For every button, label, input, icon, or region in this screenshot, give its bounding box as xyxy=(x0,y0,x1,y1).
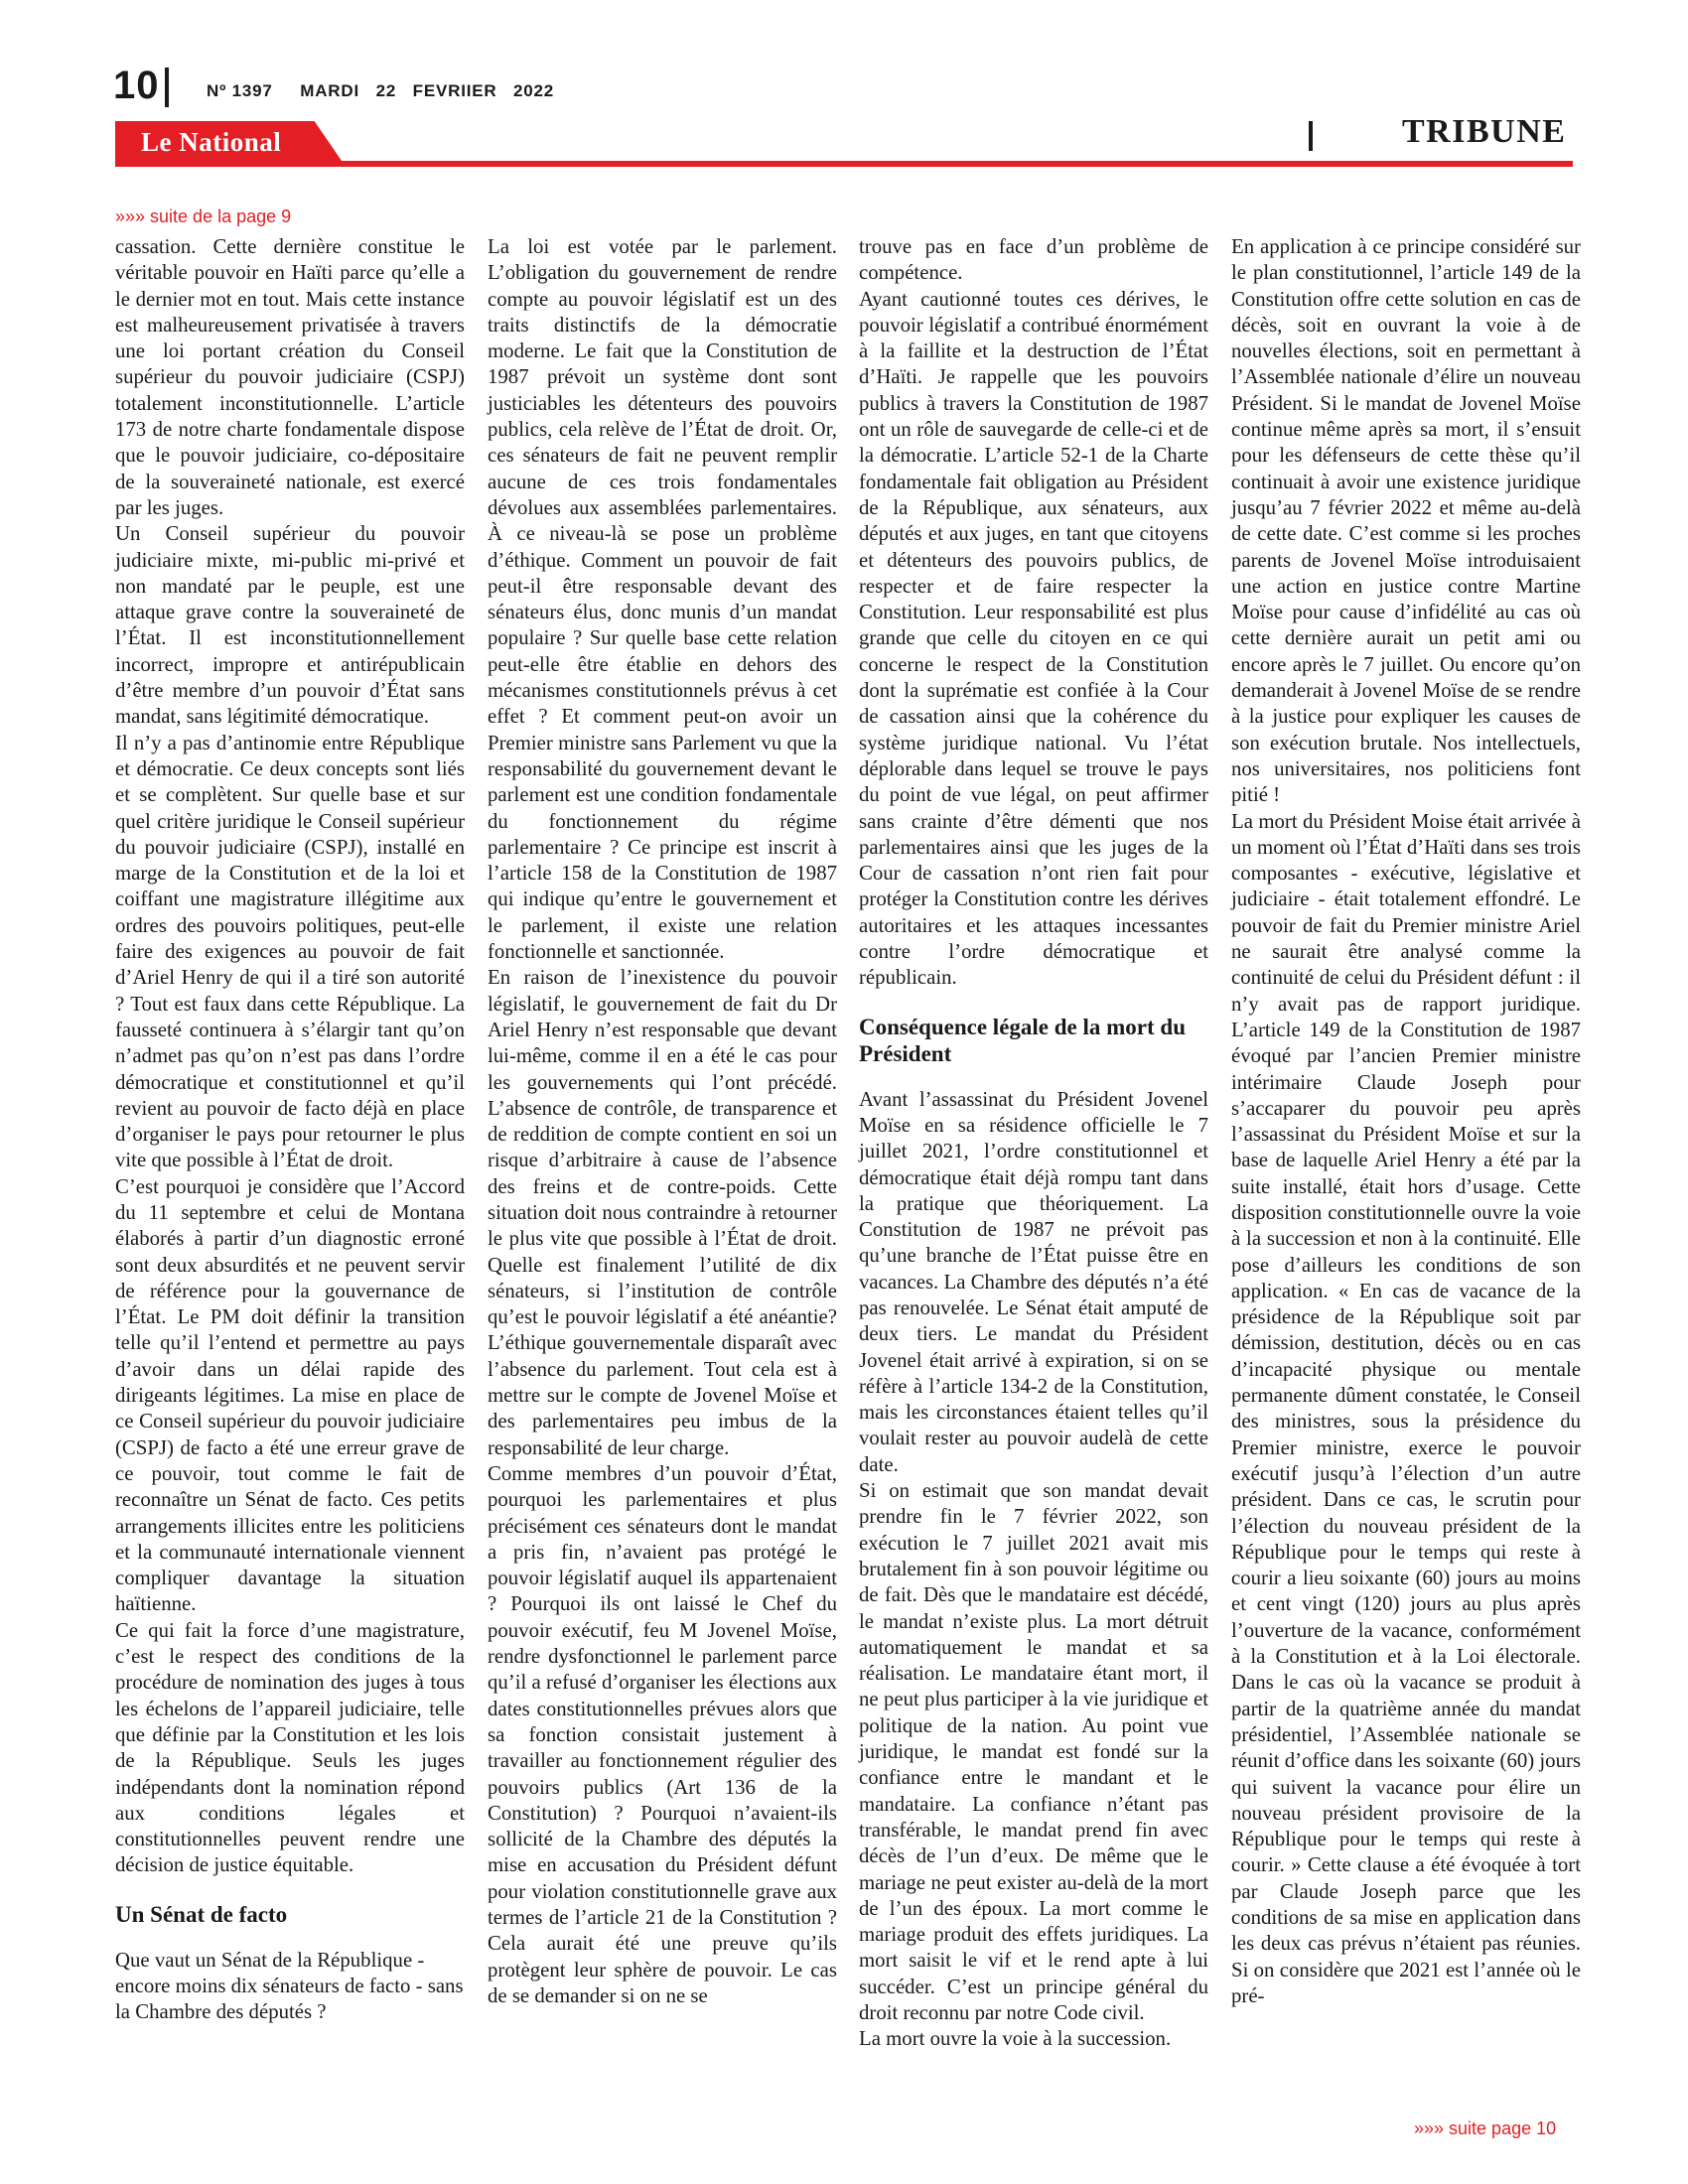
paragraph: La mort ouvre la voie à la succession. xyxy=(859,2027,1172,2051)
issue-day: MARDI xyxy=(300,81,359,100)
article-column-4 xyxy=(1231,234,1581,2009)
paragraph: Si on estimait que son mandat devait prendre fin le 7 février 2022, son exécution le 7 juillet 2021 avait mis brutalement fin à son pouvoir légitime ou de fait. Dès que le mandataire est décédé, le mandat n’existe plus. La mort détruit automatiquement le mandat et sa réalisation. Le mandataire étant mort, il ne peut plus participer à la vie juridique et politique de la nation. Au point vue juridique, le mandat est fondé sur la confiance entre le mandant et le mandataire. La confiance n’étant pas transférable, le mandat prend fin avec décès de l’un d’eux. De même que le mariage ne peut exister au-delà de la mort de l’un des époux. La mort comme le mariage produit des effets juridiques. La mort saisit le vif et le rend apte à lui succéder. C’est un principe général du droit reconnu par notre Code civil. xyxy=(859,1479,1208,2024)
paragraph: trouve pas en face d’un problème de compétence. xyxy=(859,235,1208,285)
section-title: TRIBUNE xyxy=(1402,113,1567,150)
header-rule xyxy=(115,161,1573,167)
newspaper-logo: Le National xyxy=(141,127,282,157)
paragraph: En application à ce principe considéré sur le plan constitutionnel, l’article 149 de la Constitution offre cette solution en cas de décès, soit en ouvrant la voie à de nouvelles élections, soit en permettant à l’Assemblée nationale d’élire un nouveau Président. Si le mandat de Jovenel Moïse continue même après sa mort, il s’ensuit pour les défenseurs de cette thèse qu’il continuait à avoir une existence juridique jusqu’au 7 février 2022 et même au-delà de cette date. C’est comme si les proches parents de Jovenel Moïse introduisaient une action en justice contre Martine Moïse pour cause d’infidélité au cas où cette dernière aurait un petit ami ou encore après le 7 juillet. Ou encore qu’on demanderait à Jovenel Moïse de se rendre à la justice pour expliquer les causes de son exécution brutale. Nos intellectuels, nos universitaires, nos politiciens font pitié ! xyxy=(1231,235,1581,807)
paragraph: Que vaut un Sénat de la République - encore moins dix sénateurs de facto - sans la Chambre des députés ? xyxy=(115,1948,464,2024)
paragraph: Il n’y a pas d’antinomie entre République et démocratie. Ce deux concepts sont liés et se complètent. Sur quelle base et sur quel critère juridique le Conseil supérieur du pouvoir judiciaire (CSPJ), installé en marge de la Constitution et de la loi et coiffant une magistrature illégitime aux ordres des pouvoirs politiques, peut-elle faire des exigences au pouvoir de fait d’Ariel Henry de qui il a tiré son autorité ? Tout est faux dans cette République. La fausseté continuera à s’élargir tant qu’on n’admet pas qu’on n’est pas dans l’ordre démocratique et constitutionnel et qu’il revient au pouvoir de facto déjà en place d’organiser le pays pour retourner le plus vite que possible à l’État de droit. xyxy=(115,731,465,1172)
subheading: Conséquence légale de la mort du Président xyxy=(859,1014,1187,1066)
issue-month: FEVRIIER xyxy=(412,81,497,100)
issue-year: 2022 xyxy=(513,81,555,100)
article-column-3 xyxy=(859,234,1208,2053)
paragraph: La mort du Président Moise était arrivée à un moment où l’État d’Haïti dans ses trois composantes - exécutive, législative et judiciaire - était totalement effondré. Le pouvoir de fait du Premier ministre Ariel ne saurait être analysé comme la continuité de celui du Président défunt : il n’y avait pas de rapport juridique. L’article 149 de la Constitution de 1987 évoqué par l’ancien Premier ministre intérimaire Claude Joseph pour s’accaparer du pouvoir peu après l’assassinat du Président Moïse et sur la base de laquelle Ariel Henry a été par la suite installé, était hors d’usage. Cette disposition constitutionnelle ouvre la voie à la succession et non à la continuité. Elle pose d’ailleurs les conditions de son application. « En cas de vacance de la présidence de la République soit par démission, destitution, décès ou en cas d’incapacité physique ou mentale permanente dûment constatée, le Conseil des ministres, sous la présidence du Premier ministre, exerce le pouvoir exécutif jusqu’à l’élection d’un autre président. Dans ce cas, le scrutin pour l’élection du nouveau président de la République pour le temps qui reste à courir a lieu soixante (60) jours au moins et cent vingt (120) jours au plus après l’ouverture de la vacance, conformément à la Constitution et à la Loi électorale. Dans le cas où la vacance se produit à partir de la quatrième année du mandat présidentiel, l’Assemblée nationale se réunit d’office dans les soixante (60) jours qui suivent la vacance pour élire un nouveau président provisoire de la République pour le temps qui reste à courir. » Cette clause a été évoquée à tort par Claude Joseph parce que les conditions de sa mise en application dans les deux cas prévus n’étaient pas réunies. Si on considère que 2021 est l’année où le pré- xyxy=(1231,809,1581,2007)
continued-to-link[interactable]: »»» suite page 10 xyxy=(1414,2118,1557,2138)
page-number: 10 xyxy=(113,64,160,107)
paragraph: Ayant cautionné toutes ces dérives, le pouvoir législatif a contribué énormément à la faillite et la destruction de l’État d’Haïti. Je rappelle que les pouvoirs publics à travers la Constitution de 1987 ont un rôle de sauvegarde de celle-ci et de la démocratie. L’article 52-1 de la Charte fondamentale fait obligation au Président de la République, aux sénateurs, aux députés et aux juges, en tant que citoyens et détenteurs des pouvoirs publics, de respecter et de faire respecter la Constitution. Leur responsabilité est plus grande que celle du citoyen en ce qui concerne le respect de la Constitution dont la suprématie est confiée à la Cour de cassation ainsi que la cohérence du système juridique national. Vu l’état déplorable dans lequel se trouve le pays du point de vue légal, on peut affirmer sans crainte d’être démenti que nos parlementaires ainsi que les juges de la Cour de cassation n’ont rien fait pour protéger la Constitution contre les dérives autoritaires et les attaques incessantes contre l’ordre démocratique et républicain. xyxy=(859,287,1208,990)
section-divider xyxy=(1309,121,1313,151)
subheading: Un Sénat de facto xyxy=(115,1901,288,1927)
paragraph: Un Conseil supérieur du pouvoir judiciaire mixte, mi-public mi-privé et non mandaté par le peuple, est une attaque grave contre la souveraineté de l’État. Il est inconstitutionnellement incorrect, impropre et antirépublicain d’être membre d’un pouvoir d’État sans mandat, sans légitimité démocratique. xyxy=(115,522,465,729)
issue-dateline xyxy=(207,81,554,101)
issue-number: Nº 1397 xyxy=(207,81,273,100)
paragraph: Avant l’assassinat du Président Jovenel Moïse en sa résidence officielle le 7 juillet 2021, l’ordre constitutionnel et démocratique était déjà rompu tant dans la pratique que théoriquement. La Constitution de 1987 ne prévoit pas qu’une branche de l’État puisse être en vacances. La Chambre des députés n’a été pas renouvelée. Le Sénat était amputé de deux tiers. Le mandat du Président Jovenel était arrivé à expiration, si on se réfère à l’article 134-2 de la Constitution, mais les circonstances étaient telles qu’il voulait rester au pouvoir audelà de cette date. xyxy=(859,1087,1208,1476)
paragraph: cassation. Cette dernière constitue le véritable pouvoir en Haïti parce qu’elle a le dernier mot en tout. Mais cette instance est malheureusement privatisée à travers une loi portant création du Conseil supérieur du pouvoir judiciaire (CSPJ) totalement inconstitutionnelle. L’article 173 de notre charte fondamentale dispose que le pouvoir judiciaire, co-dépositaire de la souveraineté nationale, est exercé par les juges. xyxy=(115,235,465,519)
paragraph: C’est pourquoi je considère que l’Accord du 11 septembre et celui de Montana élaborés à partir d’un diagnostic erroné sont deux absurdités et ne peuvent servir de référence pour la gouvernance de l’État. Le PM doit définir la transition telle qu’il l’entend et permettre au pays d’avoir dans un délai rapide des dirigeants légitimes. La mise en place de ce Conseil supérieur du pouvoir judiciaire (CSPJ) de facto a été une erreur grave de ce pouvoir, tout comme le fait de reconnaître un Sénat de facto. Ces petits arrangements illicites entre les politiciens et la communauté internationale viennent compliquer davantage la situation haïtienne. xyxy=(115,1174,465,1616)
issue-date-day: 22 xyxy=(375,81,397,100)
paragraph: En raison de l’inexistence du pouvoir législatif, le gouvernement de fait du Dr Ariel Henry n’est responsable que devant lui-même, comme il en a été le cas pour les gouvernements qui l’ont précédé. L’absence de contrôle, de transparence et de reddition de compte contient en soi un risque d’arbitraire à cause de l’absence des freins et de contre-poids. Cette situation doit nous contraindre à retourner le plus vite que possible à l’État de droit. Quelle est finalement l’utilité de dix sénateurs, si l’institution de contrôle qu’est le pouvoir législatif a été anéantie? L’éthique gouvernementale disparaît avec l’absence du parlement. Tout cela est à mettre sur le compte de Jovenel Moïse et des parlementaires peu imbus de la responsabilité de leur charge. xyxy=(488,966,837,1459)
page-number-divider xyxy=(165,68,169,107)
paragraph: Comme membres d’un pouvoir d’État, pourquoi les parlementaires et plus précisément ces sénateurs dont le mandat a pris fin, n’avaient pas protégé le pouvoir législatif auquel ils appartenaient ? Pourquoi ils ont laissé le Chef du pouvoir exécutif, feu M Jovenel Moïse, rendre dysfonctionnel le parlement parce qu’il a refusé d’organiser les élections aux dates constitutionnelles prévues alors que sa fonction consistait justement à travailler au fonctionnement régulier des pouvoirs publics (Art 136 de la Constitution) ? Pourquoi n’avaient-ils sollicité de la Chambre des députés la mise en accusation du Président défunt pour violation constitutionnelle grave aux termes de l’article 21 de la Constitution ? Cela aurait été une preuve qu’ils protègent leur sphère de pouvoir. Le cas de se demander si on ne se xyxy=(488,1461,837,2007)
paragraph: Ce qui fait la force d’une magistrature, c’est le respect des conditions de la procédure de nomination des juges à tous les échelons de l’appareil judiciaire, telle que définie par la Constitution et les lois de la République. Seuls les juges indépendants dont la nomination répond aux conditions légales et constitutionnelles peuvent rendre une décision de justice équitable. xyxy=(115,1618,465,1877)
paragraph: La loi est votée par le parlement. L’obligation du gouvernement de rendre compte au pouvoir législatif est un des traits distinctifs de la démocratie moderne. Le fait que la Constitution de 1987 prévoit un système dont sont justiciables les détenteurs des pouvoirs publics, cela relève de l’État de droit. Or, ces sénateurs de fait ne peuvent remplir aucune de ces trois fondamentales dévolues aux assemblées parlementaires. À ce niveau-là se pose un problème d’éthique. Comment un pouvoir de fait peut-il être responsable devant des sénateurs élus, donc munis d’un mandat populaire ? Sur quelle base cette relation peut-elle être établie en dehors des mécanismes constitutionnels prévus à cet effet ? Et comment peut-on avoir un Premier ministre sans Parlement vu que la responsabilité du gouvernement devant le parlement est une condition fondamentale du fonctionnement du régime parlementaire ? Ce principe est inscrit à l’article 158 de la Constitution de 1987 qui indique qu’entre le gouvernement et le parlement, il existe une relation fonctionnelle et sanctionnée. xyxy=(488,235,837,964)
article-column-2 xyxy=(488,234,837,2009)
continued-from-link[interactable]: »»» suite de la page 9 xyxy=(115,206,292,226)
article-column-1 xyxy=(115,234,465,2026)
